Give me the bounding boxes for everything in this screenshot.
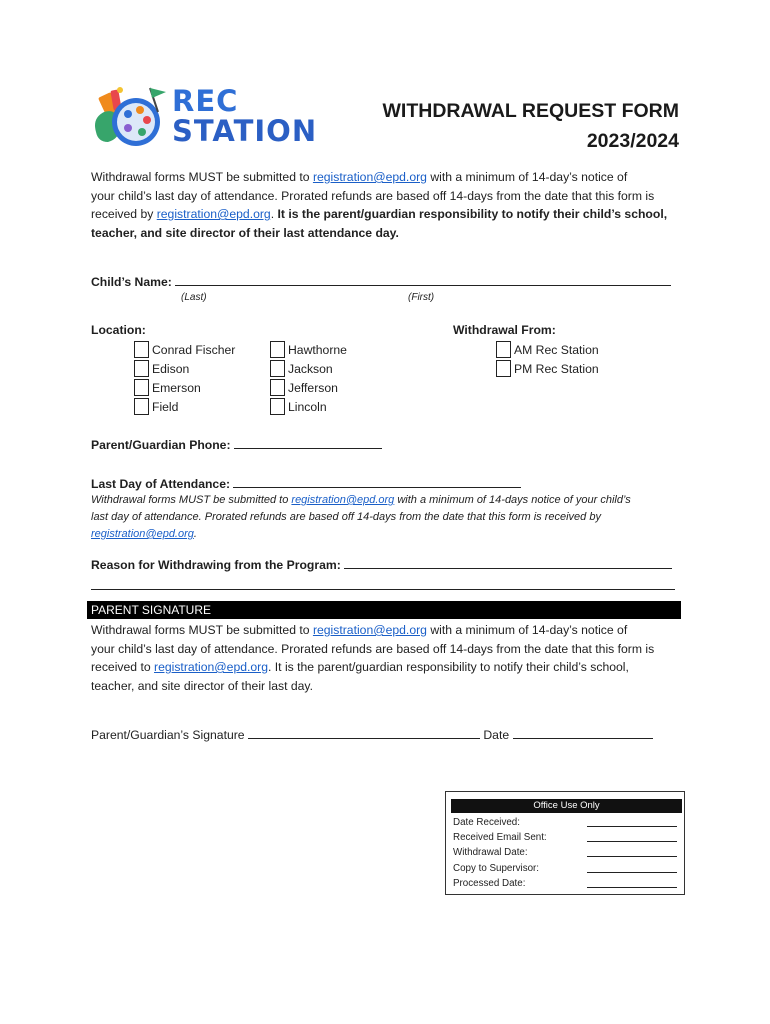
office-use-box [445, 791, 685, 895]
checkbox[interactable] [270, 398, 285, 415]
reason-field-line-2[interactable] [91, 576, 675, 590]
office-row-withdrawal-date [453, 845, 681, 860]
location-option-label: Hawthorne [288, 343, 347, 357]
child-first-hint: (First) [408, 292, 435, 303]
logo-station-text: STATION [172, 114, 318, 148]
last-day-field[interactable] [233, 474, 521, 488]
sig-line-4: teacher, and site director of their last day. [91, 678, 313, 693]
note-email-link[interactable]: registration@epd.org [291, 494, 395, 506]
child-name-row [91, 272, 671, 289]
withdrawal-option-label: AM Rec Station [514, 343, 599, 357]
intro-bold-2: teacher, and site director of their last attendance day. [91, 225, 399, 240]
checkbox[interactable] [496, 341, 511, 358]
office-row-processed-date [453, 876, 681, 891]
location-option-label: Lincoln [288, 400, 327, 414]
office-row-field[interactable] [587, 815, 677, 827]
form-title [383, 96, 679, 156]
sig-line-2: your child’s last day of attendance. Prorated refunds are based off 14-days from the date that this form is [91, 641, 655, 656]
intro-text-1: Withdrawal forms MUST be submitted to [91, 170, 313, 184]
reason-label: Reason for Withdrawing from the Program: [91, 558, 341, 572]
intro-text-3: received by [91, 207, 157, 221]
last-day-label: Last Day of Attendance: [91, 477, 231, 491]
intro-email-link-2[interactable]: registration@epd.org [156, 207, 271, 221]
form-title-line1: WITHDRAWAL REQUEST FORM [382, 100, 679, 122]
phone-field[interactable] [234, 435, 382, 449]
location-option-label: Conrad Fischer [152, 343, 236, 357]
note-text-1: Withdrawal forms MUST be submitted to [91, 494, 292, 506]
checkbox[interactable] [270, 379, 285, 396]
checkbox[interactable] [270, 360, 285, 377]
logo-rec-text: REC [172, 84, 239, 118]
child-last-hint: (Last) [181, 292, 207, 303]
intro-bold-1: It is the parent/guardian responsibility to notify their child’s school, [277, 207, 668, 221]
palette-logo-icon [90, 82, 180, 154]
intro-text-4: . [270, 207, 278, 221]
reason-field[interactable] [344, 555, 672, 569]
sig-text-2: with a minimum of 14-day’s notice of [426, 623, 628, 637]
intro-paragraph [91, 168, 691, 242]
child-name-field[interactable] [175, 272, 671, 286]
signature-field[interactable] [248, 725, 480, 739]
office-row-field[interactable] [587, 845, 677, 857]
date-field[interactable] [513, 725, 653, 739]
sig-text-1: Withdrawal forms MUST be submitted to [91, 623, 313, 637]
child-name-label: Child’s Name: [91, 275, 172, 289]
checkbox[interactable] [270, 341, 285, 358]
signature-row [91, 725, 653, 745]
office-row-field[interactable] [587, 861, 677, 873]
note-line-2: last day of attendance. Prorated refunds are based off 14-days from the date that this form is received by [91, 511, 601, 523]
checkbox[interactable] [496, 360, 511, 377]
location-option-label: Jackson [288, 362, 333, 376]
office-row-label: Copy to Supervisor: [453, 863, 540, 874]
location-option-label: Field [152, 400, 179, 414]
signature-paragraph [91, 621, 691, 695]
office-row-label: Withdrawal Date: [453, 847, 528, 858]
form-title-year: 2023/2024 [586, 130, 679, 152]
checkbox[interactable] [134, 360, 149, 377]
logo-wordmark [172, 86, 317, 146]
office-row-date-received [453, 815, 681, 830]
location-label: Location: [91, 323, 146, 337]
date-label: Date [483, 728, 510, 742]
notice-note [91, 492, 691, 543]
office-row-field[interactable] [587, 876, 677, 888]
location-option-label: Edison [152, 362, 190, 376]
location-option-label: Jefferson [288, 381, 338, 395]
intro-line-2: your child’s last day of attendance. Prorated refunds are based off 14-days from the date that this form is [91, 188, 655, 203]
sig-text-4: . It is the parent/guardian responsibility to notify their child’s school, [268, 660, 629, 674]
location-option-label: Emerson [152, 381, 201, 395]
phone-row [91, 435, 382, 452]
office-row-label: Date Received: [453, 817, 520, 828]
office-row-email-sent [453, 830, 681, 845]
reason-row [91, 555, 672, 572]
note-email-link-2[interactable]: registration@epd.org [91, 528, 194, 540]
office-row-label: Received Email Sent: [453, 832, 547, 843]
office-row-label: Processed Date: [453, 878, 526, 889]
signature-label: Parent/Guardian’s Signature [91, 728, 245, 742]
sig-text-3: received to [91, 660, 155, 674]
office-row-copy-supervisor [453, 861, 681, 876]
office-row-field[interactable] [587, 830, 677, 842]
parent-signature-header: PARENT SIGNATURE [87, 601, 681, 619]
checkbox[interactable] [134, 398, 149, 415]
sig-email-link[interactable]: registration@epd.org [312, 623, 427, 637]
intro-text-2: with a minimum of 14-day’s notice of [426, 170, 628, 184]
sig-email-link-2[interactable]: registration@epd.org [154, 660, 269, 674]
withdrawal-from-label: Withdrawal From: [453, 323, 556, 337]
checkbox[interactable] [134, 379, 149, 396]
phone-label: Parent/Guardian Phone: [91, 438, 231, 452]
checkbox[interactable] [134, 341, 149, 358]
withdrawal-option-label: PM Rec Station [514, 362, 599, 376]
note-text-2: with a minimum of 14-days notice of your child’s [394, 494, 631, 506]
intro-email-link[interactable]: registration@epd.org [312, 170, 427, 184]
last-day-row [91, 474, 521, 491]
note-end: . [193, 528, 197, 540]
office-use-header: Office Use Only [451, 799, 682, 813]
